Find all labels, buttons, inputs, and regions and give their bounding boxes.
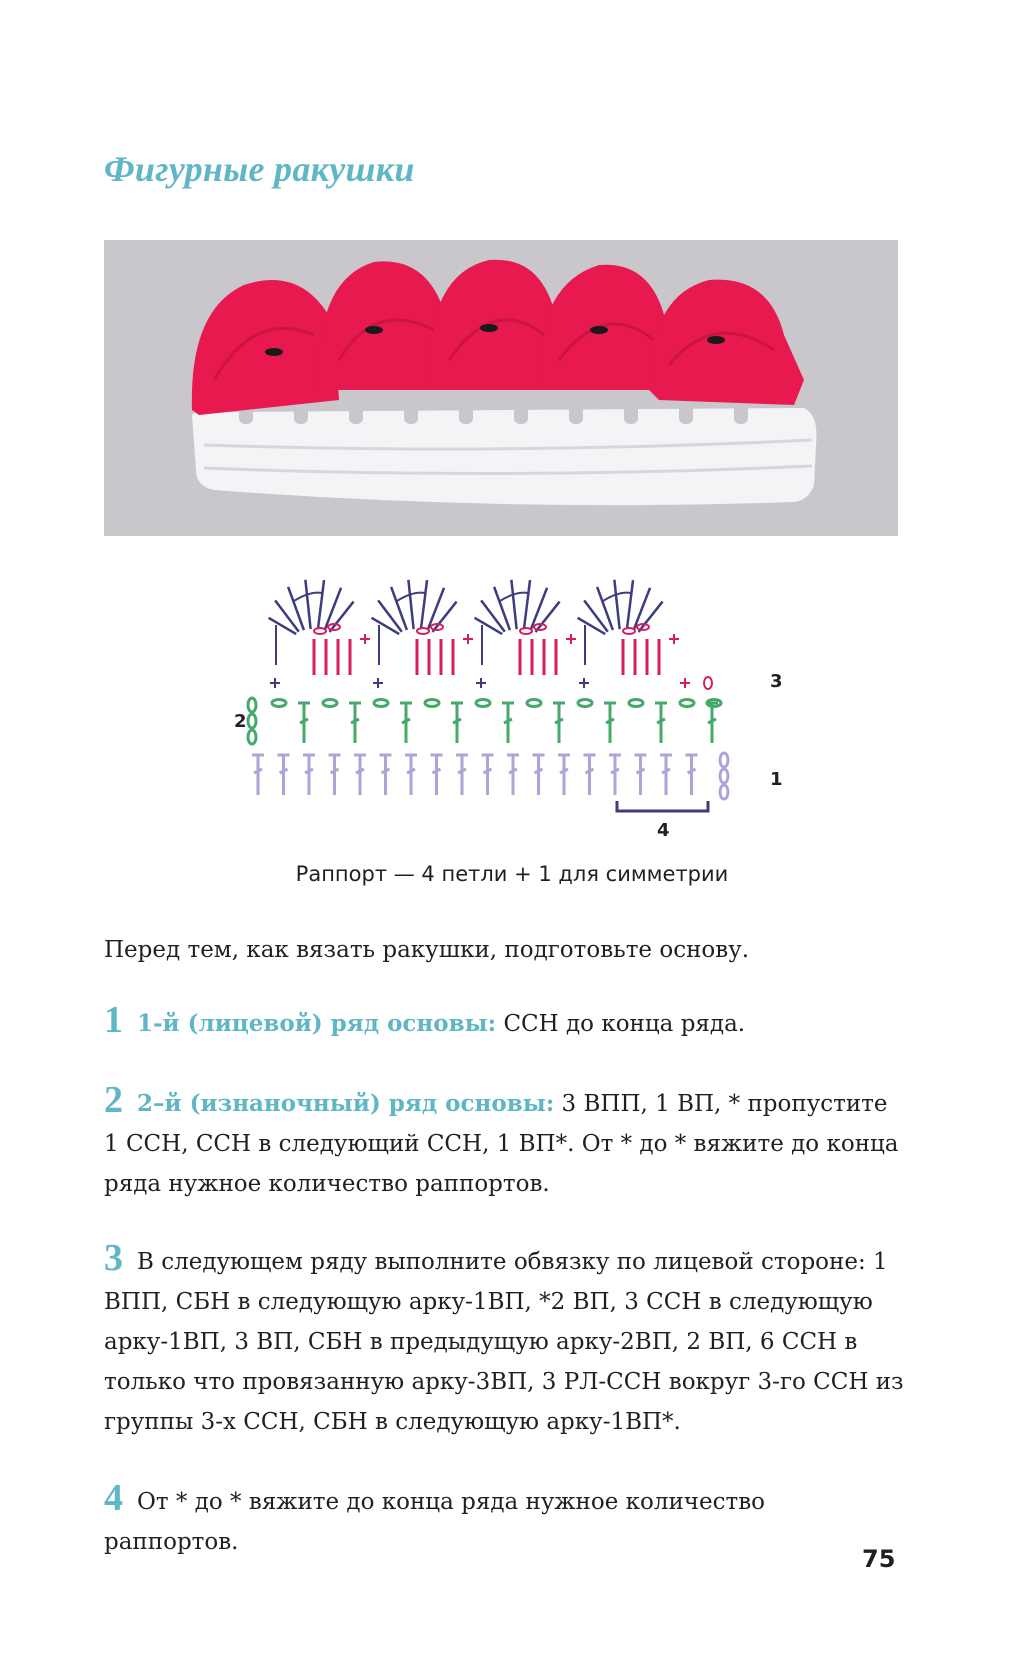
step-lead: 2–й (изнаночный) ряд основы: — [137, 1090, 555, 1117]
row2-stitch — [553, 703, 565, 743]
repeat-label: 4 — [657, 820, 670, 841]
row2-stitch — [298, 703, 310, 743]
row1-stitch — [609, 755, 621, 795]
row2-chain — [629, 700, 643, 707]
row1-stitch — [660, 755, 672, 795]
step-3 — [104, 1238, 904, 1442]
repeat-bracket — [617, 801, 708, 811]
row1-chain — [720, 753, 728, 799]
row2-stitch — [451, 703, 463, 743]
step-number: 4 — [104, 1477, 123, 1519]
row1-stitch — [329, 755, 341, 795]
row2-chain — [272, 700, 286, 707]
step-4 — [104, 1478, 904, 1562]
crochet-photo — [104, 240, 898, 536]
row2-chain — [323, 700, 337, 707]
row1-stitch — [558, 755, 570, 795]
row2-chain — [680, 700, 694, 707]
row-label-1: 1 — [770, 769, 783, 790]
step-number: 2 — [104, 1079, 123, 1121]
row2-chain — [425, 700, 439, 707]
row2-stitch — [604, 703, 616, 743]
row1-stitch — [252, 755, 264, 795]
row1-stitch — [584, 755, 596, 795]
shell-motif — [372, 580, 473, 688]
row2-chain — [578, 700, 592, 707]
row-label-3: 3 — [770, 671, 783, 692]
step-lead: 1-й (лицевой) ряд основы: — [137, 1010, 497, 1037]
shell-motif — [578, 580, 679, 688]
row2-chain — [527, 700, 541, 707]
row2-chain-start — [248, 698, 256, 744]
row1-stitch — [405, 755, 417, 795]
row2-stitch — [706, 703, 718, 743]
step-number: 3 — [104, 1237, 123, 1279]
row1-stitch — [686, 755, 698, 795]
step-text: ССН до конца ряда. — [496, 1011, 746, 1037]
row1-stitch — [354, 755, 366, 795]
step-text: 3 ВПП, 1 ВП, * пропустите 1 ССН, ССН в следующий ССН, 1 ВП*. От * до * вяжите до конца ряда нужное количество раппортов. — [104, 1091, 899, 1197]
diagram-caption: Раппорт — 4 петли + 1 для симметрии — [295, 862, 729, 886]
row2-stitch — [400, 703, 412, 743]
step-2 — [104, 1080, 904, 1204]
intro-text: Перед тем, как вязать ракушки, подготовьте основу. — [104, 937, 750, 963]
row1-stitch — [635, 755, 647, 795]
row1-stitch — [507, 755, 519, 795]
shell-motif — [475, 580, 576, 688]
row1-stitch — [533, 755, 545, 795]
row2-stitch — [349, 703, 361, 743]
section-title: Фигурные ракушки — [104, 149, 415, 189]
row2-stitch — [655, 703, 667, 743]
row1-stitch — [380, 755, 392, 795]
crochet-diagram — [230, 555, 810, 845]
page-number: 75 — [862, 1545, 896, 1573]
row1-stitch — [278, 755, 290, 795]
row1-stitch — [456, 755, 468, 795]
row2-chain — [476, 700, 490, 707]
row2-stitch — [502, 703, 514, 743]
row2-chain — [374, 700, 388, 707]
step-text: От * до * вяжите до конца ряда нужное количество раппортов. — [104, 1489, 766, 1555]
shell-motif — [269, 580, 370, 688]
row1-stitch — [482, 755, 494, 795]
step-number: 1 — [104, 999, 123, 1041]
step-1 — [104, 1000, 904, 1044]
row-label-2: 2 — [234, 711, 247, 732]
row1-stitch — [303, 755, 315, 795]
row1-stitch — [431, 755, 443, 795]
step-text: В следующем ряду выполните обвязку по лицевой стороне: 1 ВПП, СБН в следующую арку-1ВП, *2 ВП, 3 ССН в следующую арку-1ВП, 3 ВП, СБН в предыдущую арку-2ВП, 2 ВП, 6 ССН в только что провязанную арку-3ВП, 3 РЛ-ССН вокруг 3-го ССН из группы 3-х ССН, СБН в следующую арку-1ВП*. — [104, 1249, 904, 1435]
